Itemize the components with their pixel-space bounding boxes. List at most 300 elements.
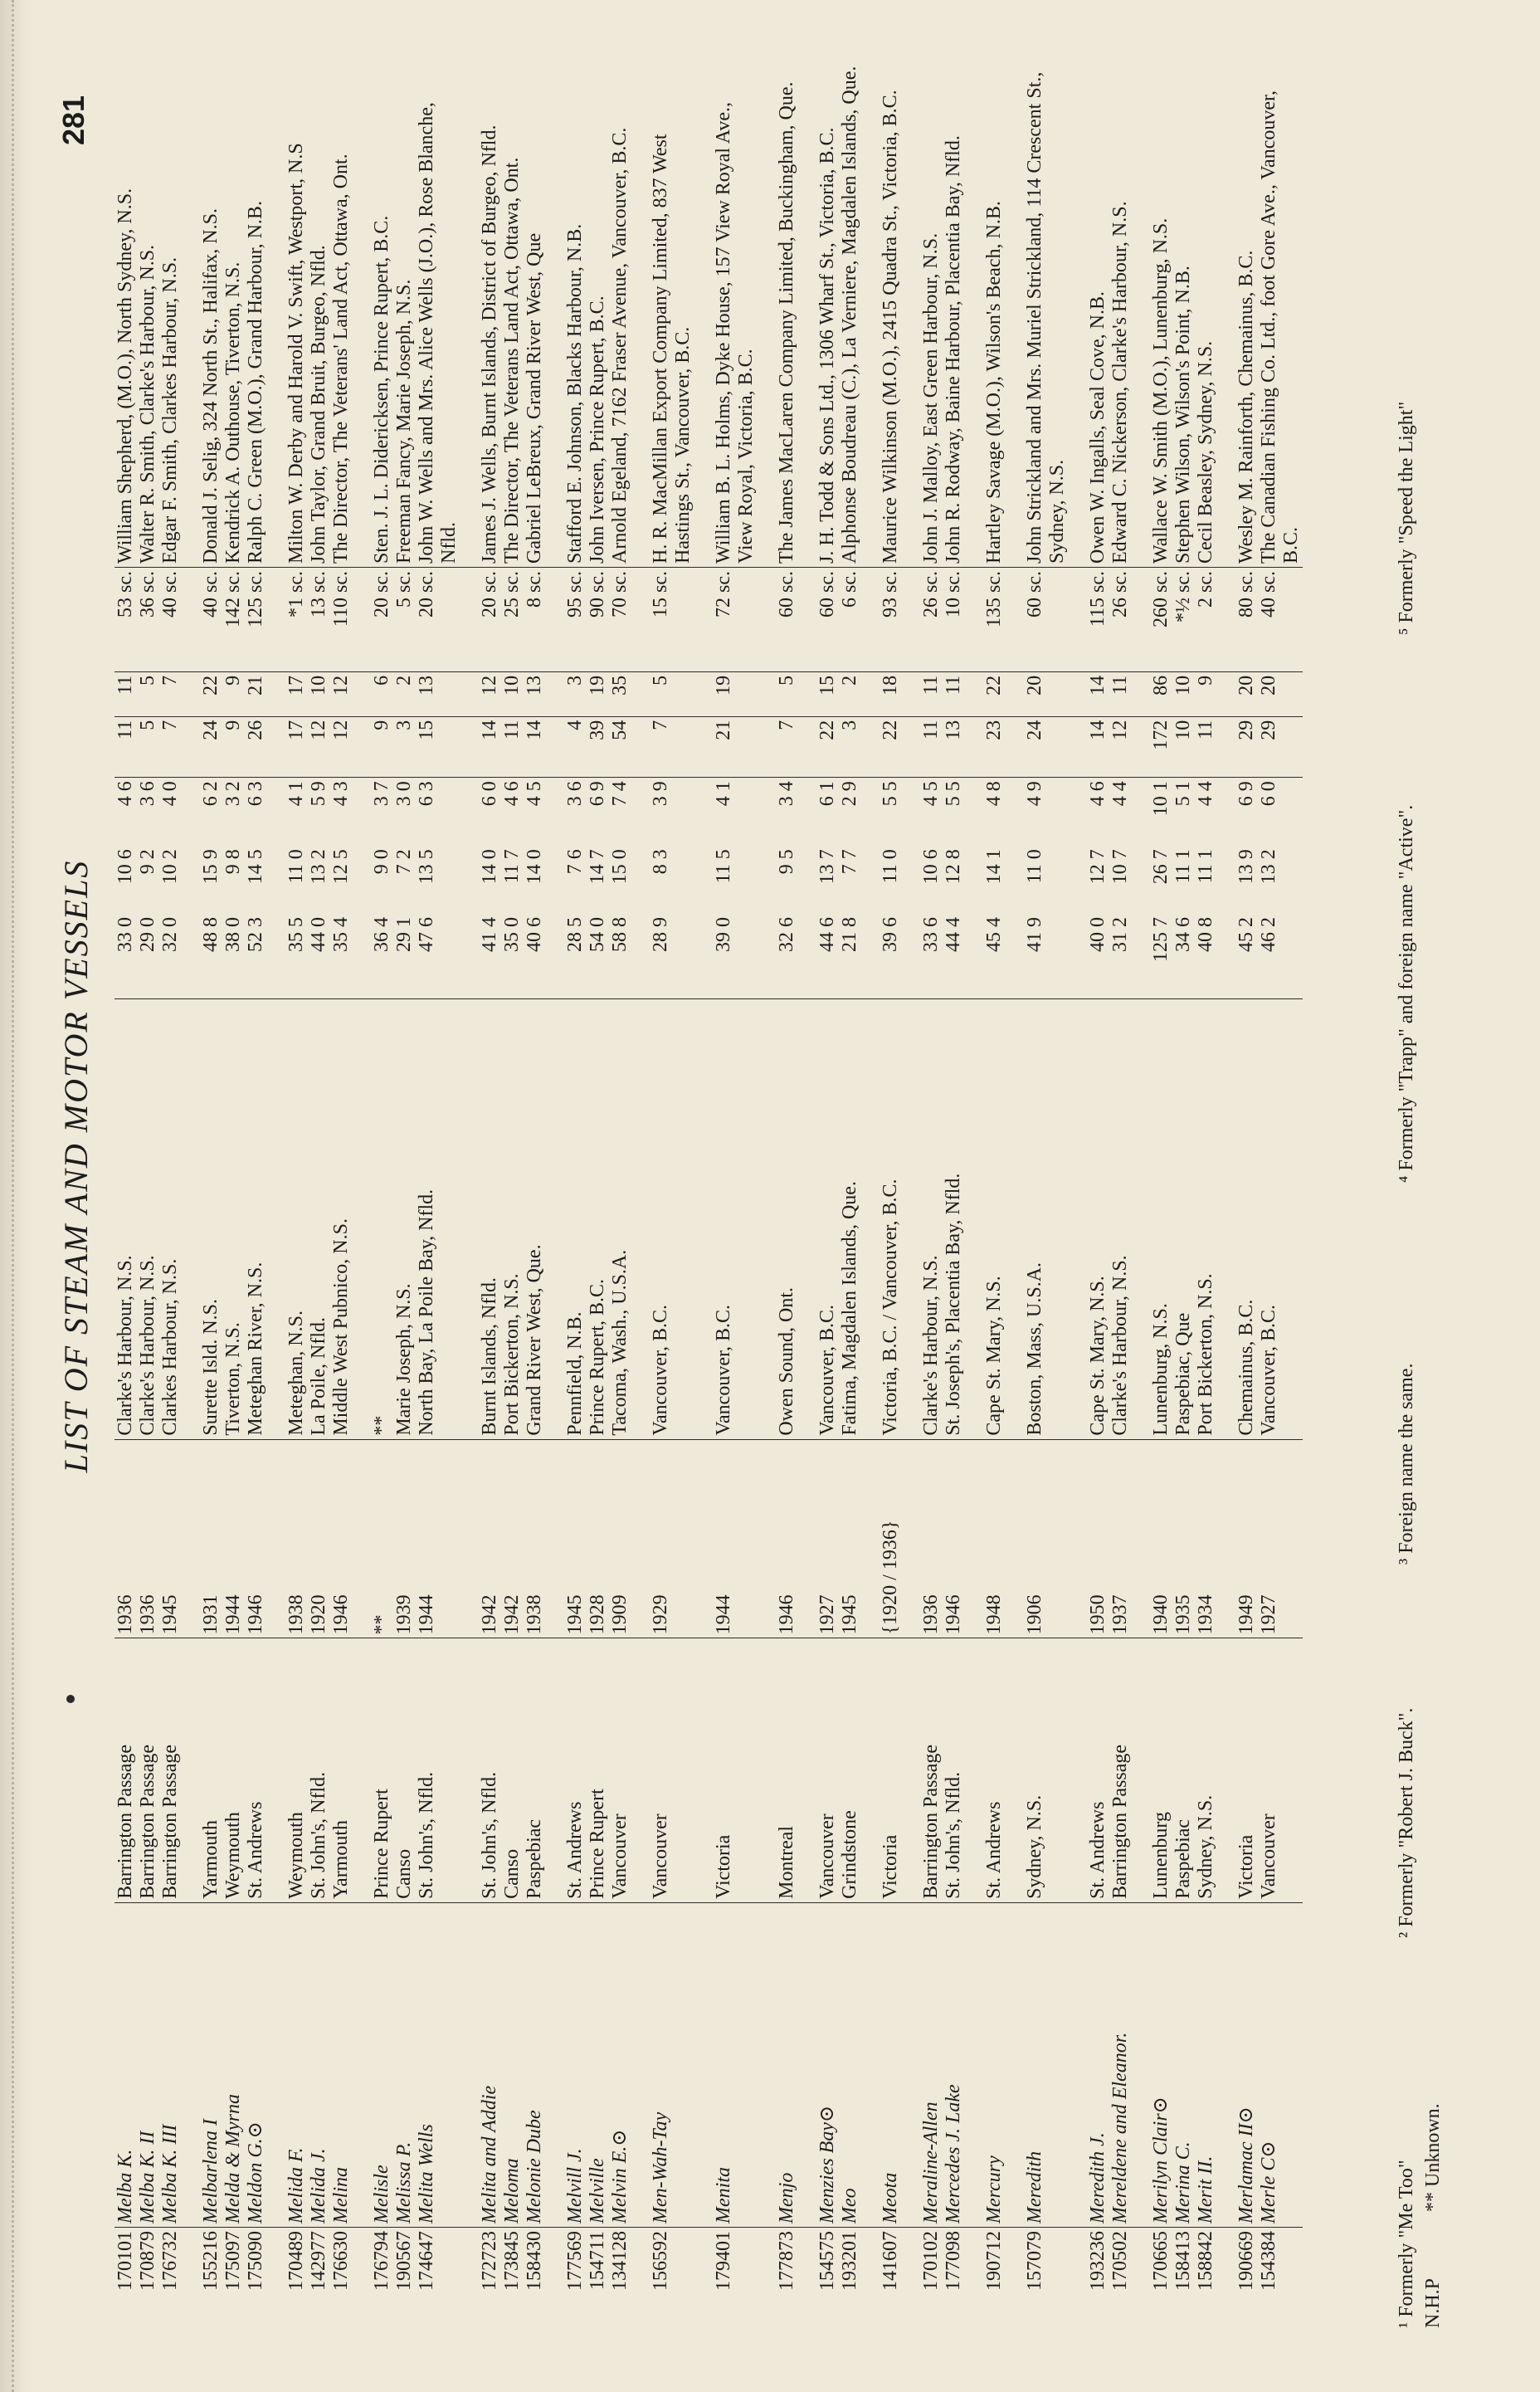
year-built-cell: 1938 [285,1439,308,1638]
vessel-row [1087,62,1109,2336]
horsepower-cell: 6 sc. [839,568,861,672]
depth-cell: 4 4 [1195,781,1216,807]
breadth-cell: 15 0 [609,849,631,885]
depth-cell: 6 3 [245,781,266,807]
length-cell: 39 6 [880,914,902,998]
official-number-cell: 176630 [330,2230,352,2291]
gross-tonnage-cell: 9 [222,716,245,778]
breadth-cell: 13 9 [1235,849,1257,885]
length-cell: 45 4 [983,914,1006,998]
length-cell: 41 4 [479,914,501,998]
group-separator [902,62,920,2336]
group-separator [694,62,713,2336]
gross-tonnage-cell: 39 [587,716,609,778]
horsepower-cell: 260 sc. [1150,568,1172,672]
register-tonnage-cell: 22 [983,671,1006,716]
register-tonnage-cell: 10 [501,671,524,716]
year-built-cell: 1942 [501,1439,524,1638]
owner-cell: Arnold Egeland, 7162 Fraser Avenue, Vancouver, B.C. [609,62,631,568]
register-tonnage-cell: 12 [479,671,501,716]
place-built-cell: Vancouver, B.C. [816,998,839,1439]
depth-cell: 6 0 [479,781,500,807]
vessel-name-cell: Meota [880,1902,902,2227]
breadth-cell: 8 3 [650,849,671,875]
vessel-name-cell: Mercedes J. Lake [943,1902,965,2227]
length-cell: 45 2 [1235,914,1258,998]
owner-cell: Freeman Fancy, Marie Joseph, N.S. [393,62,416,568]
owner-cell: Alphonse Boudreau (C.), La Verniere, Magdalen Islands, Que. [839,62,861,568]
official-number-cell: 179401 [713,2230,734,2291]
depth-cell: 3 4 [776,781,797,807]
owner-cell: John Taylor, Grand Bruit, Burgeo, Nfld. [308,62,330,568]
vessel-name-cell: Melville [587,1902,609,2227]
place-built-cell: Owen Sound, Ont. [776,998,798,1439]
owner-cell: The Director, The Veterans Land Act, Ottawa, Ont. [501,62,524,568]
port-of-registry-cell: Canso [501,1638,524,1903]
owner-cell: Walter R. Smith, Clarke's Harbour, N.S. [137,62,159,568]
official-number-cell: 174647 [416,2230,437,2291]
length-cell: 35 5 [285,914,308,998]
official-number-cell: 190669 [1235,2230,1257,2291]
owner-cell: Edgar F. Smith, Clarkes Harbour, N.S. [159,62,182,568]
vessel-row [1258,62,1303,2336]
owner-cell: Ralph C. Green (M.O.), Grand Harbour, N.B. [245,62,267,568]
horsepower-cell: 110 sc. [330,568,353,672]
length-cell: 32 6 [776,914,798,998]
gross-tonnage-cell: 11 [501,716,524,778]
year-built-cell: 1945 [159,1439,182,1638]
owner-cell: Kendrick A. Outhouse, Tiverton, N.S. [222,62,245,568]
place-built-cell: Clarke's Harbour, N.S. [137,998,159,1439]
register-tonnage-cell: 5 [776,671,798,716]
group-separator [1217,62,1235,2336]
vessel-row [479,62,501,2336]
breadth-cell: 9 8 [222,849,244,875]
owner-cell: Stafford E. Johnson, Blacks Harbour, N.B. [564,62,587,568]
breadth-cell: 11 7 [501,849,523,884]
gross-tonnage-cell: 22 [816,716,839,778]
port-of-registry-cell: Weymouth [285,1638,308,1903]
official-number-cell: 154575 [816,2230,838,2291]
vessel-name-cell: Melisle [371,1902,393,2227]
horsepower-cell: 60 sc. [1024,568,1069,672]
horsepower-cell: 20 sc. [371,568,393,672]
depth-cell: 6 9 [1235,781,1257,807]
gross-tonnage-cell: 14 [1087,716,1109,778]
place-built-cell: Surette Isld. N.S. [200,998,222,1439]
horsepower-cell: 125 sc. [245,568,267,672]
depth-cell: 2 9 [839,781,860,807]
vessel-row [115,62,137,2336]
length-cell: 40 8 [1195,914,1217,998]
length-cell: 28 9 [650,914,694,998]
depth-cell: 5 5 [880,781,901,807]
group-separator [267,62,285,2336]
footnote-3: ³ Foreign name the same. [1396,1363,1417,1565]
register-tonnage-cell: 2 [393,671,416,716]
breadth-cell: 11 0 [285,849,307,884]
breadth-cell: 14 5 [245,849,266,885]
horsepower-cell: 53 sc. [115,568,137,672]
register-tonnage-cell: 11 [943,671,965,716]
place-built-cell: ** [371,998,393,1439]
gross-tonnage-cell: 10 [1172,716,1195,778]
horsepower-cell: 10 sc. [943,568,965,672]
length-cell: 36 4 [371,914,393,998]
place-built-cell: Vancouver, B.C. [713,998,758,1439]
length-cell: 41 9 [1024,914,1069,998]
register-tonnage-cell: 14 [1087,671,1109,716]
breadth-cell: 12 8 [943,849,964,885]
official-number-cell: 154384 [1258,2230,1279,2291]
register-tonnage-cell: 9 [1195,671,1217,716]
depth-cell: 6 2 [200,781,222,807]
vessel-row [1024,62,1069,2336]
breadth-cell: 9 2 [137,849,158,875]
register-tonnage-cell: 10 [308,671,330,716]
official-number-cell: 157079 [1024,2230,1045,2291]
group-separator [546,62,564,2336]
year-built-cell: 1906 [1024,1439,1069,1638]
official-number-cell: 170879 [137,2230,158,2291]
depth-cell: 6 0 [1258,781,1279,807]
vessel-row [416,62,461,2336]
place-built-cell: Port Bickerton, N.S. [1195,998,1217,1439]
place-built-cell: Tacoma, Wash., U.S.A. [609,998,631,1439]
horsepower-cell: 60 sc. [816,568,839,672]
horsepower-cell: 20 sc. [479,568,501,672]
vessel-name-cell: Melonie Dube [524,1902,546,2227]
gross-tonnage-cell: 17 [285,716,308,778]
official-number-cell: 170102 [920,2230,942,2291]
official-number-cell: 170665 [1150,2230,1172,2291]
vessel-row [1150,62,1172,2336]
gross-tonnage-cell: 54 [609,716,631,778]
breadth-cell: 10 6 [920,849,942,885]
place-built-cell: Burnt Islands, Nfld. [479,998,501,1439]
official-number-cell: 134128 [609,2230,631,2291]
vessel-name-cell: Merle C⊙ [1258,1902,1303,2227]
place-built-cell: Vancouver, B.C. [1258,998,1303,1439]
breadth-cell: 14 0 [479,849,500,885]
register-tonnage-cell: 21 [245,671,267,716]
year-built-cell: 1945 [564,1439,587,1638]
depth-cell: 4 1 [713,781,734,807]
breadth-cell: 13 2 [308,849,329,885]
vessel-row [308,62,330,2336]
place-built-cell: La Poile, Nfld. [308,998,330,1439]
owner-cell: Maurice Wilkinson (M.O.), 2415 Quadra St., Victoria, B.C. [880,62,902,568]
official-number-cell: 173845 [501,2230,523,2291]
place-built-cell: Fatima, Magdalen Islands, Que. [839,998,861,1439]
year-built-cell: 1944 [222,1439,245,1638]
horsepower-cell: 26 sc. [1109,568,1132,672]
vessel-name-cell: Mercury [983,1902,1006,2227]
place-built-cell: Clarke's Harbour, N.S. [115,998,137,1439]
page-header [50,62,108,2336]
register-tonnage-cell: 10 [1172,671,1195,716]
year-built-cell: 1946 [943,1439,965,1638]
port-of-registry-cell: Sydney, N.S. [1024,1638,1069,1903]
depth-cell: 5 1 [1172,781,1194,807]
breadth-cell: 11 1 [1172,849,1194,884]
register-tonnage-cell: 17 [285,671,308,716]
year-built-cell: 1936 [920,1439,943,1638]
register-tonnage-cell: 12 [330,671,353,716]
vessel-row [609,62,631,2336]
group-separator [353,62,371,2336]
official-number-cell: 154711 [587,2230,608,2291]
owner-cell: The James MacLaren Company Limited, Buckingham, Que. [776,62,798,568]
gross-tonnage-cell: 29 [1258,716,1303,778]
place-built-cell: St. Joseph's, Placentia Bay, Nfld. [943,998,965,1439]
depth-cell: 3 0 [393,781,415,807]
vessel-name-cell: Melida J. [308,1902,330,2227]
group-separator [1006,62,1024,2336]
depth-cell: 6 9 [587,781,608,807]
official-number-cell: 177098 [943,2230,964,2291]
year-built-cell: 1946 [776,1439,798,1638]
register-tonnage-cell: 15 [816,671,839,716]
port-of-registry-cell: Weymouth [222,1638,245,1903]
depth-cell: 4 6 [1087,781,1109,807]
register-tonnage-cell: 35 [609,671,631,716]
breadth-cell: 15 9 [200,849,222,885]
footnote-1: ¹ Formerly "Me Too" [1396,2160,1417,2328]
group-separator [1069,62,1087,2336]
horsepower-cell: 90 sc. [587,568,609,672]
depth-cell: 5 5 [943,781,964,807]
port-of-registry-cell: Paspebiac [524,1638,546,1903]
port-of-registry-cell: St. John's, Nfld. [308,1638,330,1903]
place-built-cell: Marie Joseph, N.S. [393,998,416,1439]
owner-cell: John W. Wells and Mrs. Alice Wells (J.O.), Rose Blanche, Nfld. [416,62,461,568]
vessel-row [943,62,965,2336]
port-of-registry-cell: Vancouver [650,1638,694,1903]
vessel-row [1235,62,1258,2336]
place-built-cell: Vancouver, B.C. [650,998,694,1439]
rotated-page [50,62,1469,2336]
length-cell: 33 0 [115,914,137,998]
year-built-cell: 1950 [1087,1439,1109,1638]
year-built-cell: 1909 [609,1439,631,1638]
breadth-cell: 10 6 [115,849,136,885]
vessel-name-cell: Menita [713,1902,758,2227]
vessel-name-cell: Melida F. [285,1902,308,2227]
owner-cell: The Director, The Veterans' Land Act, Ottawa, Ont. [330,62,353,568]
register-tonnage-cell: 20 [1235,671,1258,716]
gross-tonnage-cell: 14 [524,716,546,778]
owner-cell: Wesley M. Rainforth, Chemainus, B.C. [1235,62,1258,568]
depth-cell: 4 6 [115,781,136,807]
register-tonnage-cell: 20 [1024,671,1069,716]
breadth-cell: 14 1 [983,849,1005,885]
horsepower-cell: 70 sc. [609,568,631,672]
year-built-cell: 1938 [524,1439,546,1638]
horsepower-cell: 40 sc. [200,568,222,672]
owner-cell: John Strickland and Mrs. Muriel Strickland, 114 Crescent St., Sydney, N.S. [1024,62,1069,568]
length-cell: 44 0 [308,914,330,998]
year-built-cell: 1948 [983,1439,1006,1638]
official-number-cell: 175097 [222,2230,244,2291]
horsepower-cell: 40 sc. [1258,568,1303,672]
breadth-cell: 11 0 [880,849,901,884]
vessel-name-cell: Meredith [1024,1902,1069,2227]
year-built-cell: 1937 [1109,1439,1132,1638]
depth-cell: 4 6 [501,781,523,807]
breadth-cell: 12 7 [1087,849,1109,885]
depth-cell: 3 6 [564,781,586,807]
gross-tonnage-cell: 7 [650,716,694,778]
horsepower-cell: 20 sc. [416,568,461,672]
year-built-cell: 1936 [115,1439,137,1638]
vessel-row [159,62,182,2336]
official-number-cell: 193201 [839,2230,860,2291]
port-of-registry-cell: Canso [393,1638,416,1903]
gross-tonnage-cell: 7 [159,716,182,778]
place-built-cell: Pennfield, N.B. [564,998,587,1439]
register-tonnage-cell: 13 [524,671,546,716]
book-spine [0,0,33,2392]
port-of-registry-cell: St. John's, Nfld. [479,1638,501,1903]
owner-cell: J. H. Todd & Sons Ltd., 1306 Wharf St., Victoria, B.C. [816,62,839,568]
breadth-cell: 7 7 [839,849,860,875]
vessel-name-cell: Melba K. III [159,1902,182,2227]
port-of-registry-cell: Prince Rupert [587,1638,609,1903]
port-of-registry-cell: Barrington Passage [1109,1638,1132,1903]
vessel-row [1172,62,1195,2336]
year-built-cell: 1936 [137,1439,159,1638]
depth-cell: 5 9 [308,781,329,807]
year-built-cell: 1940 [1150,1439,1172,1638]
vessel-row [983,62,1006,2336]
horsepower-cell: 60 sc. [776,568,798,672]
gross-tonnage-cell: 9 [371,716,393,778]
register-tonnage-cell: 5 [650,671,694,716]
owner-cell: Sten. J. L. Didericksen, Prince Rupert, B.C. [371,62,393,568]
vessel-name-cell: Mereldene and Eleanor. [1109,1902,1132,2227]
port-of-registry-cell: Barrington Passage [920,1638,943,1903]
vessel-row [222,62,245,2336]
year-built-cell: {1920 / 1936} [880,1439,902,1638]
breadth-cell: 13 5 [416,849,437,885]
official-number-cell: 190567 [393,2230,415,2291]
gross-tonnage-cell: 4 [564,716,587,778]
port-of-registry-cell: Victoria [880,1638,902,1903]
vessel-name-cell: Melda & Myrna [222,1902,245,2227]
horsepower-cell: 8 sc. [524,568,546,672]
vessel-name-cell: Menzies Bay⊙ [816,1902,839,2227]
length-cell: 54 0 [587,914,609,998]
vessel-row [564,62,587,2336]
port-of-registry-cell: St. Andrews [983,1638,1006,1903]
place-built-cell: Meteghan River, N.S. [245,998,267,1439]
place-built-cell: Clarkes Harbour, N.S. [159,998,182,1439]
length-cell: 44 6 [816,914,839,998]
length-cell: 35 4 [330,914,353,998]
depth-cell: 4 3 [330,781,352,807]
official-number-cell: 155216 [200,2230,222,2291]
place-built-cell: Prince Rupert, B.C. [587,998,609,1439]
vessel-row [137,62,159,2336]
length-cell: 47 6 [416,914,461,998]
place-built-cell: Victoria, B.C. / Vancouver, B.C. [880,998,902,1439]
official-number-cell: 142977 [308,2230,329,2291]
owner-cell: John Iversen, Prince Rupert, B.C. [587,62,609,568]
vessel-name-cell: Merlamac II⊙ [1235,1902,1258,2227]
gross-tonnage-cell: 11 [1195,716,1217,778]
port-of-registry-cell: Grindstone [839,1638,861,1903]
depth-cell: 7 4 [609,781,631,807]
register-tonnage-cell: 7 [159,671,182,716]
place-built-cell: Cape St. Mary, N.S. [983,998,1006,1439]
length-cell: 40 6 [524,914,546,998]
year-built-cell: 1935 [1172,1439,1195,1638]
horsepower-cell: 13 sc. [308,568,330,672]
owner-cell: Owen W. Ingalls, Seal Cove, N.B. [1087,62,1109,568]
port-of-registry-cell: St. Andrews [564,1638,587,1903]
length-cell: 44 4 [943,914,965,998]
nhp-note: N.H.P [1422,2277,1444,2328]
owner-cell: Donald J. Selig, 324 North St., Halifax, N.S. [200,62,222,568]
length-cell: 34 6 [1172,914,1195,998]
port-of-registry-cell: Vancouver [816,1638,839,1903]
footnote-2: ² Formerly "Robert J. Buck". [1396,1707,1417,1938]
place-built-cell: Clarke's Harbour, N.S. [1109,998,1132,1439]
register-tonnage-cell: 11 [920,671,943,716]
official-number-cell: 175090 [245,2230,266,2291]
owner-cell: H. R. MacMillan Export Company Limited, 837 West Hastings St., Vancouver, B.C. [650,62,694,568]
register-tonnage-cell: 18 [880,671,902,716]
breadth-cell: 14 0 [524,849,545,885]
year-built-cell: 1931 [200,1439,222,1638]
length-cell: 46 2 [1258,914,1303,998]
length-cell: 29 0 [137,914,159,998]
owner-cell: John R. Rodway, Baine Harbour, Placentia Bay, Nfld. [943,62,965,568]
footnote-5: ⁵ Formerly "Speed the Light" [1396,401,1417,635]
vessel-name-cell: Meraline-Allen [920,1902,943,2227]
vessel-row [371,62,393,2336]
breadth-cell: 12 5 [330,849,352,885]
length-cell: 29 1 [393,914,416,998]
gross-tonnage-cell: 14 [479,716,501,778]
port-of-registry-cell: St. Andrews [245,1638,267,1903]
gross-tonnage-cell: 12 [1109,716,1132,778]
vessel-name-cell: Men-Wah-Tay [650,1902,694,2227]
group-separator [861,62,880,2336]
official-number-cell: 158842 [1195,2230,1216,2291]
owner-cell: Gabriel LeBreux, Grand River West, Que [524,62,546,568]
breadth-cell: 9 5 [776,849,797,875]
horsepower-cell: 135 sc. [983,568,1006,672]
vessel-row [245,62,267,2336]
group-separator [965,62,983,2336]
page-title: LIST OF STEAM AND MOTOR VESSELS [57,859,95,1473]
register-tonnage-cell: 5 [137,671,159,716]
vessel-row [880,62,902,2336]
length-cell: 35 0 [501,914,524,998]
year-built-cell: 1946 [245,1439,267,1638]
gross-tonnage-cell: 15 [416,716,461,778]
official-number-cell: 170502 [1109,2230,1131,2291]
place-built-cell: Meteghan, N.S. [285,998,308,1439]
depth-cell: 6 3 [416,781,437,807]
vessel-table-body [115,62,1303,2336]
port-of-registry-cell: St. John's, Nfld. [943,1638,965,1903]
year-built-cell: 1944 [713,1439,758,1638]
place-built-cell: Tiverton, N.S. [222,998,245,1439]
register-tonnage-cell: 13 [416,671,461,716]
